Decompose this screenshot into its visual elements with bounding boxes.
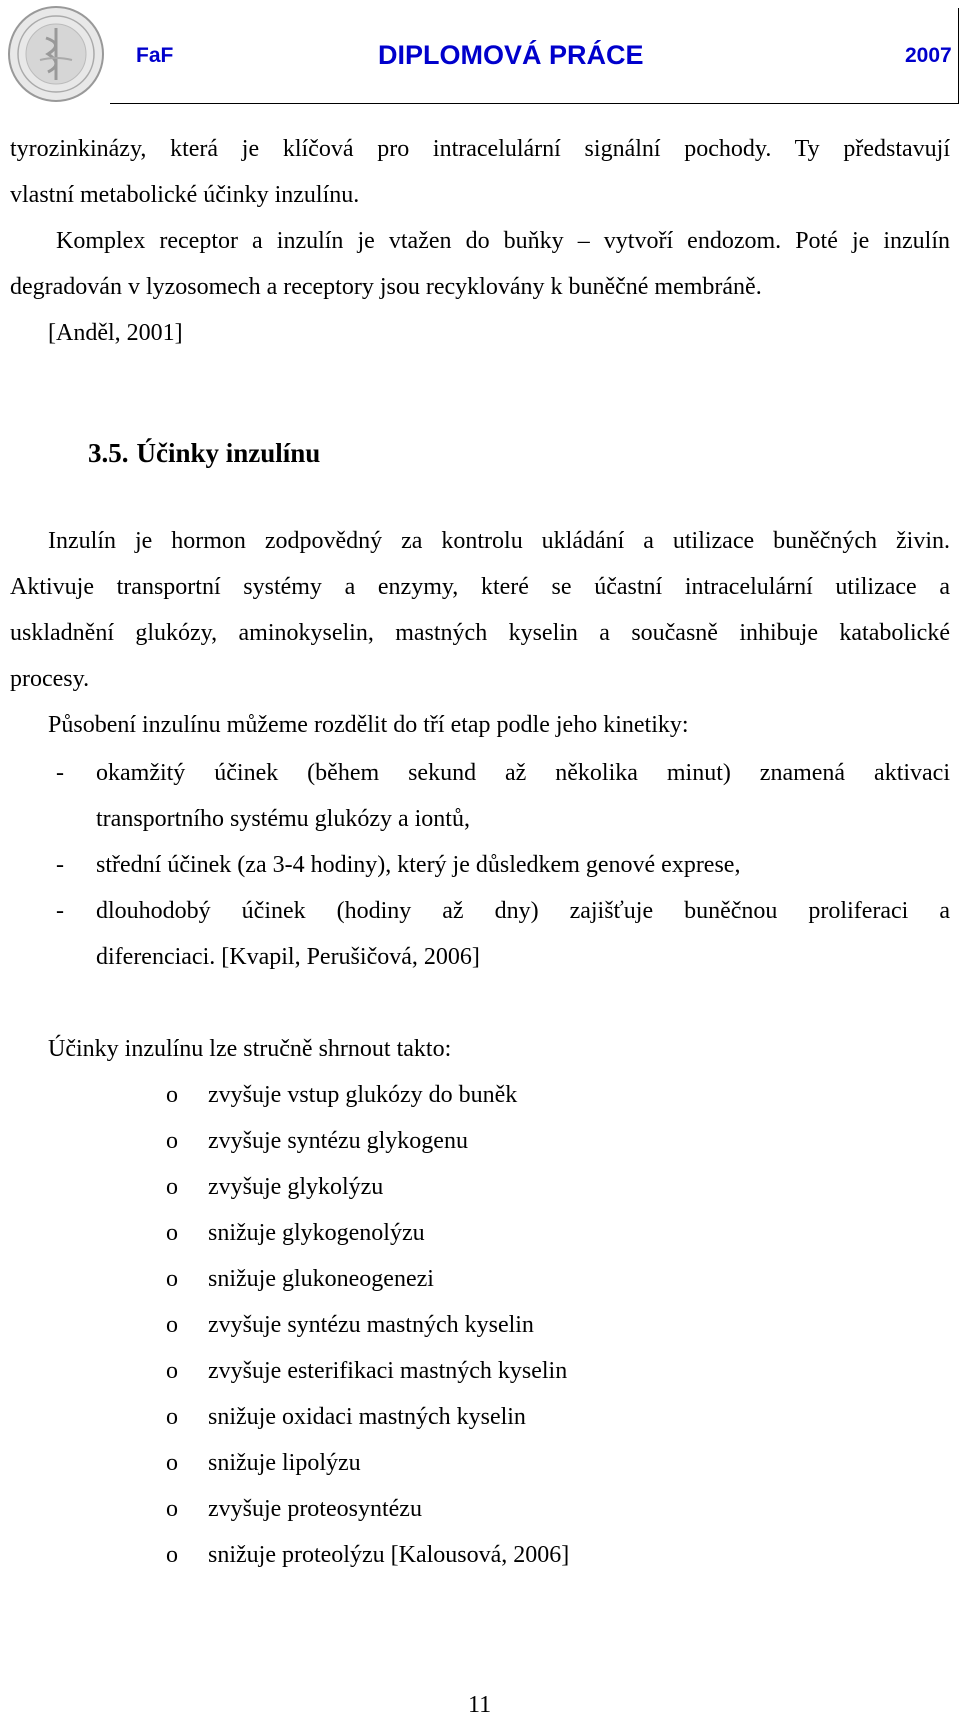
text-line: Aktivuje transportní systémy a enzymy, které se účastní intracelulární utilizace a xyxy=(10,574,950,600)
faculty-seal-icon xyxy=(6,4,106,104)
bullet-marker: o xyxy=(166,1404,178,1430)
text-line: Komplex receptor a inzulín je vtažen do buňky – vytvoří endozom. Poté je inzulín xyxy=(56,228,950,254)
bullet-marker: o xyxy=(166,1542,178,1568)
text-line: Inzulín je hormon zodpovědný za kontrolu ukládání a utilizace buněčných živin. xyxy=(48,528,950,554)
bullet-marker: o xyxy=(166,1312,178,1338)
list-item: zvyšuje syntézu glykogenu xyxy=(208,1128,468,1154)
text-line: procesy. xyxy=(10,666,90,692)
text-line: degradován v lyzosomech a receptory jsou recyklovány k buněčné membráně. xyxy=(10,274,762,300)
bullet-marker: o xyxy=(166,1358,178,1384)
summary-intro: Účinky inzulínu lze stručně shrnout takto: xyxy=(48,1036,452,1062)
dash-item-line: okamžitý účinek (během sekund až několika minut) znamená aktivaci xyxy=(96,760,950,786)
section-heading xyxy=(88,438,328,469)
bullet-marker: o xyxy=(166,1450,178,1476)
list-item: zvyšuje esterifikaci mastných kyselin xyxy=(208,1358,568,1384)
dash-item-line: střední účinek (za 3-4 hodiny), který je důsledkem genové exprese, xyxy=(96,852,741,878)
list-item: snižuje proteolýzu [Kalousová, 2006] xyxy=(208,1542,570,1568)
dash-marker: - xyxy=(56,760,64,786)
text-line: tyrozinkinázy, která je klíčová pro intracelulární signální pochody. Ty představují xyxy=(10,136,950,162)
dash-item-line: diferenciaci. [Kvapil, Perušičová, 2006] xyxy=(96,944,480,970)
list-item: snižuje oxidaci mastných kyselin xyxy=(208,1404,526,1430)
header-faculty: FaF xyxy=(136,44,174,67)
text-line: Působení inzulínu můžeme rozdělit do tří etap podle jeho kinetiky: xyxy=(48,712,689,738)
list-item: zvyšuje glykolýzu xyxy=(208,1174,384,1200)
dash-item-line: transportního systému glukózy a iontů, xyxy=(96,806,470,832)
bullet-marker: o xyxy=(166,1082,178,1108)
list-item: zvyšuje vstup glukózy do buněk xyxy=(208,1082,518,1108)
list-item: zvyšuje proteosyntézu xyxy=(208,1496,422,1522)
page-number: 11 xyxy=(468,1692,492,1718)
list-item: snižuje glukoneogenezi xyxy=(208,1266,434,1292)
dash-marker: - xyxy=(56,898,64,924)
page-header xyxy=(0,0,960,112)
bullet-marker: o xyxy=(166,1496,178,1522)
header-title: DIPLOMOVÁ PRÁCE xyxy=(378,40,644,70)
section-title: Účinky inzulínu xyxy=(136,438,321,468)
dash-marker: - xyxy=(56,852,64,878)
header-rule-vertical xyxy=(958,8,959,104)
list-item: zvyšuje syntézu mastných kyselin xyxy=(208,1312,534,1338)
list-item: snižuje glykogenolýzu xyxy=(208,1220,425,1246)
list-item: snižuje lipolýzu xyxy=(208,1450,361,1476)
header-rule xyxy=(110,103,959,104)
header-year: 2007 xyxy=(905,44,952,67)
bullet-marker: o xyxy=(166,1128,178,1154)
bullet-marker: o xyxy=(166,1220,178,1246)
bullet-marker: o xyxy=(166,1266,178,1292)
section-number: 3.5. xyxy=(88,438,129,468)
text-line: vlastní metabolické účinky inzulínu. xyxy=(10,182,360,208)
citation: [Anděl, 2001] xyxy=(48,320,183,346)
dash-item-line: dlouhodobý účinek (hodiny až dny) zajišťuje buněčnou proliferaci a xyxy=(96,898,950,924)
bullet-marker: o xyxy=(166,1174,178,1200)
text-line: uskladnění glukózy, aminokyselin, mastných kyselin a současně inhibuje katabolické xyxy=(10,620,950,646)
